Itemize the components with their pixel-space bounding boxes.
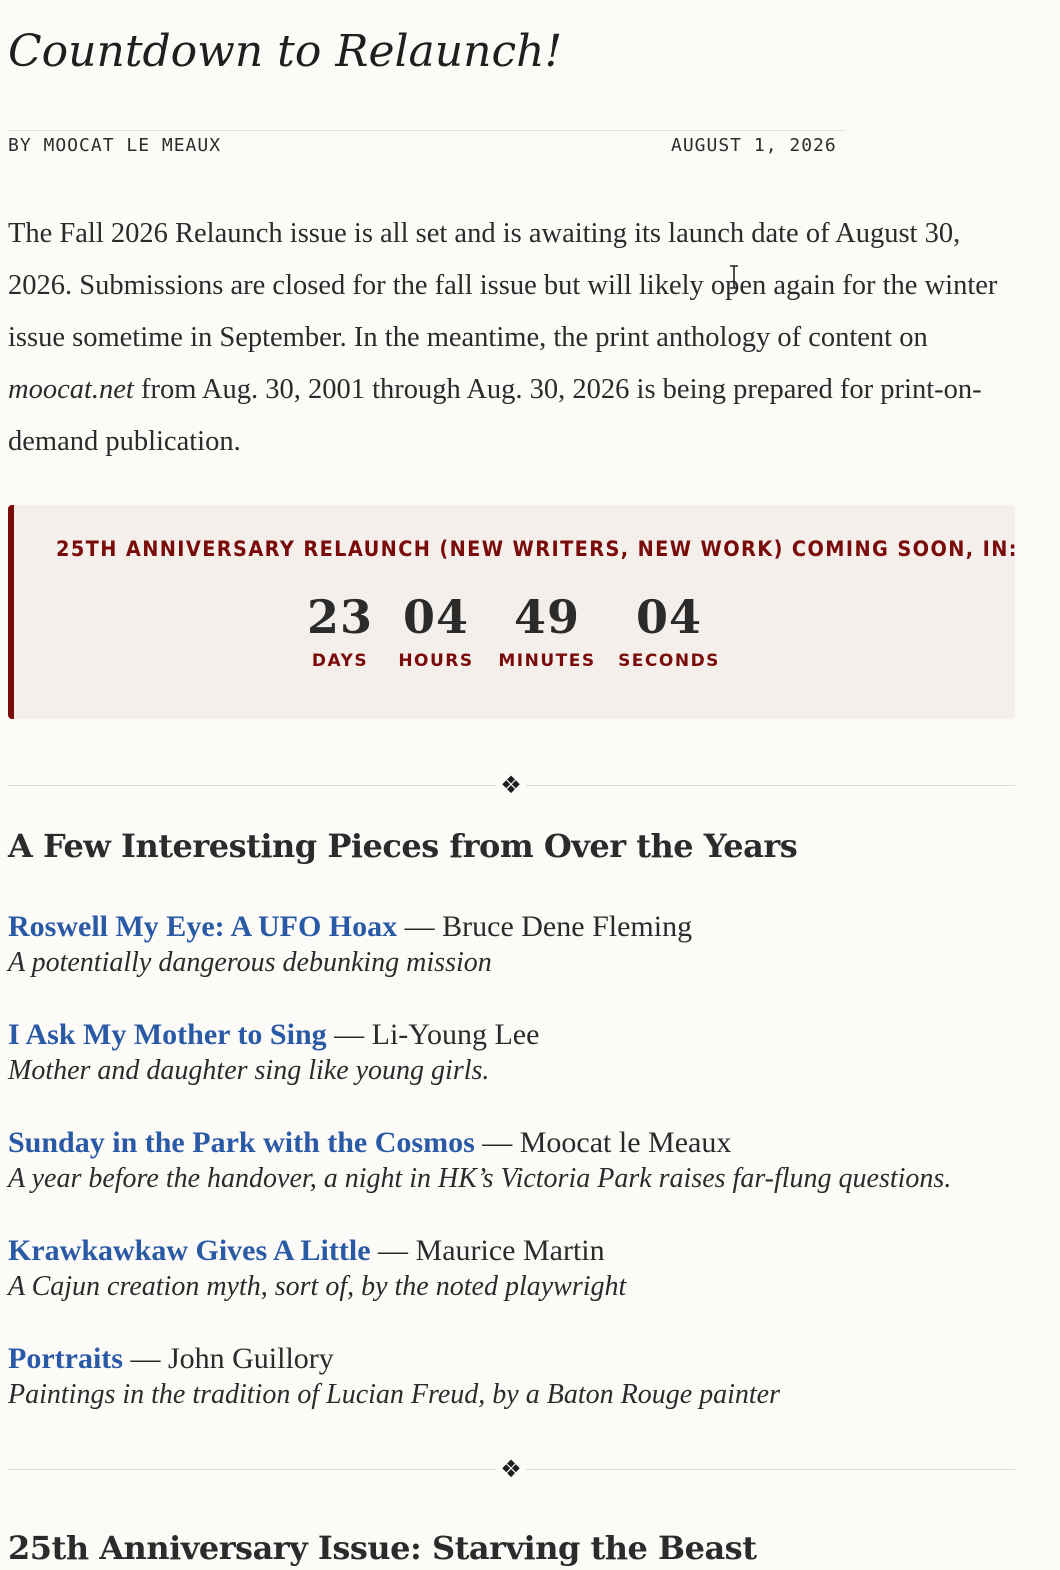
piece-description: Mother and daughter sing like young girls. <box>8 1055 490 1086</box>
piece-link[interactable]: Krawkawkaw Gives A Little <box>8 1234 371 1267</box>
pieces-heading: A Few Interesting Pieces from Over the Years <box>8 827 798 865</box>
piece-author: Li-Young Lee <box>371 1018 540 1051</box>
next-section-heading: 25th Anniversary Issue: Starving the Beast <box>8 1529 757 1567</box>
article-date: AUGUST 1, 2026 <box>671 135 837 156</box>
piece-item <box>8 1341 1048 1413</box>
piece-description: A potentially dangerous debunking mission <box>8 947 492 978</box>
countdown-heading: 25TH ANNIVERSARY RELAUNCH (NEW WRITERS, NEW WORK) COMING SOON, IN: <box>56 537 1018 561</box>
piece-link[interactable]: Roswell My Eye: A UFO Hoax <box>8 910 398 943</box>
intro-site-name: moocat.net <box>8 374 134 405</box>
countdown-minutes <box>487 587 607 671</box>
intro-text-part2: from Aug. 30, 2001 through Aug. 30, 2026 is being prepared for print-on-demand publication. <box>8 374 982 457</box>
piece-author: Maurice Martin <box>415 1234 605 1267</box>
countdown-minutes-label: MINUTES <box>498 651 596 671</box>
intro-text-part1: The Fall 2026 Relaunch issue is all set and is awaiting its launch date of August 30, 2026. Submissions are closed for the fall issue but will likely open again for the winter issue sometime in September. In the meantime, the print anthology of content on <box>8 218 998 353</box>
countdown-hours-label: HOURS <box>398 651 474 671</box>
countdown-hours <box>376 587 496 671</box>
countdown-seconds <box>609 587 729 671</box>
piece-link[interactable]: I Ask My Mother to Sing <box>8 1018 327 1051</box>
piece-item <box>8 1017 1048 1089</box>
countdown-panel <box>8 505 1018 719</box>
piece-separator: — <box>397 910 443 943</box>
piece-author: Moocat le Meaux <box>519 1126 732 1159</box>
piece-link[interactable]: Sunday in the Park with the Cosmos <box>8 1126 475 1159</box>
piece-item <box>8 1125 1048 1197</box>
article-intro <box>8 208 1008 468</box>
countdown-hours-value: 04 <box>402 590 469 644</box>
meta-divider <box>8 130 846 131</box>
piece-description: Paintings in the tradition of Lucian Freud, by a Baton Rouge painter <box>8 1379 781 1410</box>
piece-author: John Guillory <box>167 1342 334 1375</box>
piece-link[interactable]: Portraits <box>8 1342 123 1375</box>
article-byline: BY MOOCAT LE MEAUX <box>8 135 222 156</box>
piece-author: Bruce Dene Fleming <box>442 910 693 943</box>
countdown-seconds-label: SECONDS <box>618 651 720 671</box>
piece-separator: — <box>474 1126 520 1159</box>
countdown-seconds-value: 04 <box>635 590 702 644</box>
piece-separator: — <box>370 1234 416 1267</box>
countdown-days-label: DAYS <box>311 651 369 671</box>
piece-separator: — <box>122 1342 168 1375</box>
piece-description: A Cajun creation myth, sort of, by the noted playwright <box>8 1271 627 1302</box>
piece-item <box>8 1233 1048 1305</box>
piece-item <box>8 909 1048 981</box>
piece-description: A year before the handover, a night in HK’s Victoria Park raises far-flung questions. <box>8 1163 952 1194</box>
ornament-icon: ❖ <box>496 773 526 797</box>
ornament-icon: ❖ <box>496 1457 526 1481</box>
piece-separator: — <box>326 1018 372 1051</box>
countdown-days-value: 23 <box>306 590 373 644</box>
text-cursor-icon <box>727 265 741 289</box>
countdown-minutes-value: 49 <box>513 590 580 644</box>
article-title: Countdown to Relaunch! <box>8 26 563 77</box>
